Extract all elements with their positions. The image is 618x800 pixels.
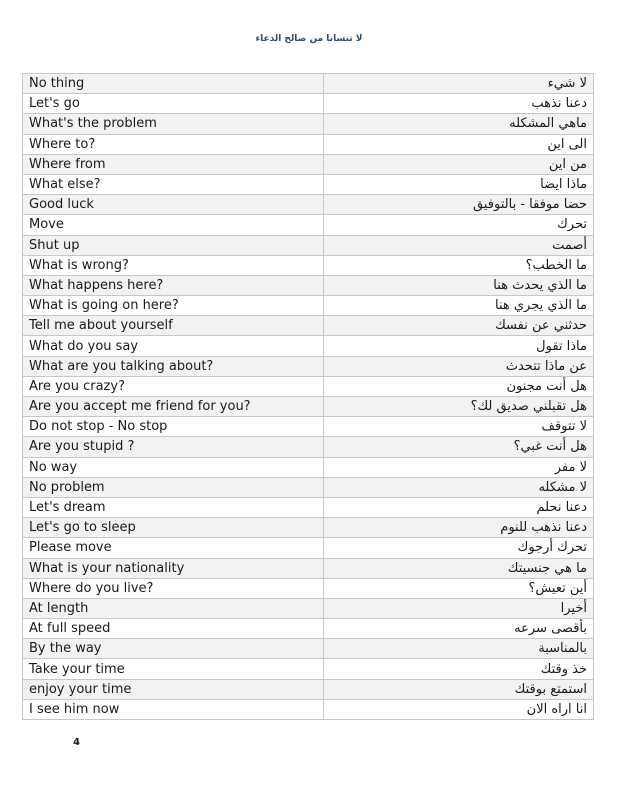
- arabic-translation: حدثني عن نفسك: [324, 316, 594, 336]
- table-row: [23, 518, 594, 538]
- arabic-translation: استمتع بوقتك: [324, 679, 594, 699]
- arabic-translation: لا تتوقف: [324, 417, 594, 437]
- arabic-translation: هل أنت غبي؟: [324, 437, 594, 457]
- english-phrase: Let's go to sleep: [23, 518, 324, 538]
- english-phrase: What happens here?: [23, 275, 324, 295]
- table-row: [23, 255, 594, 275]
- arabic-translation: تحرك أرجوك: [324, 538, 594, 558]
- english-phrase: What's the problem: [23, 114, 324, 134]
- english-phrase: Do not stop - No stop: [23, 417, 324, 437]
- table-row: [23, 235, 594, 255]
- english-phrase: At full speed: [23, 619, 324, 639]
- arabic-translation: دعنا نذهب: [324, 94, 594, 114]
- english-phrase: What is going on here?: [23, 296, 324, 316]
- table-row: [23, 74, 594, 94]
- english-phrase: What do you say: [23, 336, 324, 356]
- english-phrase: What are you talking about?: [23, 356, 324, 376]
- table-row: [23, 578, 594, 598]
- table-row: [23, 376, 594, 396]
- table-row: [23, 94, 594, 114]
- page-header: لا تنسانا من صالح الدعاء: [255, 34, 363, 44]
- table-row: [23, 336, 594, 356]
- table-row: [23, 215, 594, 235]
- english-phrase: Are you stupid ?: [23, 437, 324, 457]
- table-row: [23, 275, 594, 295]
- table-row: [23, 154, 594, 174]
- arabic-translation: لا شيء: [324, 74, 594, 94]
- table-row: [23, 114, 594, 134]
- arabic-translation: هل أنت مجنون: [324, 376, 594, 396]
- english-phrase: Where do you live?: [23, 578, 324, 598]
- arabic-translation: لا مشكله: [324, 477, 594, 497]
- phrase-table-body: [23, 74, 594, 720]
- table-row: [23, 699, 594, 719]
- page-number: 4: [73, 737, 80, 748]
- arabic-translation: دعنا نحلم: [324, 497, 594, 517]
- table-row: [23, 659, 594, 679]
- english-phrase: No way: [23, 457, 324, 477]
- phrase-table: [22, 73, 594, 720]
- arabic-translation: أخيرا: [324, 598, 594, 618]
- table-row: [23, 356, 594, 376]
- arabic-translation: هل تقبلني صديق لك؟: [324, 397, 594, 417]
- english-phrase: I see him now: [23, 699, 324, 719]
- arabic-translation: بالمناسبة: [324, 639, 594, 659]
- arabic-translation: عن ماذا تتحدث: [324, 356, 594, 376]
- table-row: [23, 174, 594, 194]
- arabic-translation: لا مفر: [324, 457, 594, 477]
- english-phrase: Where to?: [23, 134, 324, 154]
- table-row: [23, 679, 594, 699]
- table-row: [23, 497, 594, 517]
- english-phrase: Let's go: [23, 94, 324, 114]
- arabic-translation: ماذا ايضا: [324, 174, 594, 194]
- english-phrase: What else?: [23, 174, 324, 194]
- english-phrase: Tell me about yourself: [23, 316, 324, 336]
- english-phrase: Please move: [23, 538, 324, 558]
- english-phrase: No problem: [23, 477, 324, 497]
- arabic-translation: ما الذي يحدث هنا: [324, 275, 594, 295]
- english-phrase: No thing: [23, 74, 324, 94]
- arabic-translation: ما هي جنسيتك: [324, 558, 594, 578]
- english-phrase: What is wrong?: [23, 255, 324, 275]
- arabic-translation: أين تعيش؟: [324, 578, 594, 598]
- arabic-translation: حضا موفقا - بالتوفيق: [324, 195, 594, 215]
- arabic-translation: تحرك: [324, 215, 594, 235]
- english-phrase: What is your nationality: [23, 558, 324, 578]
- arabic-translation: ماهي المشكله: [324, 114, 594, 134]
- table-row: [23, 417, 594, 437]
- arabic-translation: انا اراه الان: [324, 699, 594, 719]
- table-row: [23, 397, 594, 417]
- table-row: [23, 598, 594, 618]
- table-row: [23, 477, 594, 497]
- table-row: [23, 296, 594, 316]
- arabic-translation: ما الخطب؟: [324, 255, 594, 275]
- arabic-translation: ما الذي يجري هنا: [324, 296, 594, 316]
- table-row: [23, 134, 594, 154]
- arabic-translation: أصمت: [324, 235, 594, 255]
- english-phrase: By the way: [23, 639, 324, 659]
- arabic-translation: خذ وقتك: [324, 659, 594, 679]
- english-phrase: Where from: [23, 154, 324, 174]
- table-row: [23, 195, 594, 215]
- english-phrase: Let's dream: [23, 497, 324, 517]
- english-phrase: Take your time: [23, 659, 324, 679]
- english-phrase: Good luck: [23, 195, 324, 215]
- table-row: [23, 639, 594, 659]
- english-phrase: Shut up: [23, 235, 324, 255]
- table-row: [23, 538, 594, 558]
- arabic-translation: الى اين: [324, 134, 594, 154]
- english-phrase: At length: [23, 598, 324, 618]
- english-phrase: Are you crazy?: [23, 376, 324, 396]
- table-row: [23, 619, 594, 639]
- arabic-translation: دعنا نذهب للنوم: [324, 518, 594, 538]
- english-phrase: enjoy your time: [23, 679, 324, 699]
- arabic-translation: من اين: [324, 154, 594, 174]
- table-row: [23, 316, 594, 336]
- arabic-translation: بأقصى سرعه: [324, 619, 594, 639]
- table-row: [23, 457, 594, 477]
- arabic-translation: ماذا تقول: [324, 336, 594, 356]
- table-row: [23, 437, 594, 457]
- english-phrase: Move: [23, 215, 324, 235]
- english-phrase: Are you accept me friend for you?: [23, 397, 324, 417]
- table-row: [23, 558, 594, 578]
